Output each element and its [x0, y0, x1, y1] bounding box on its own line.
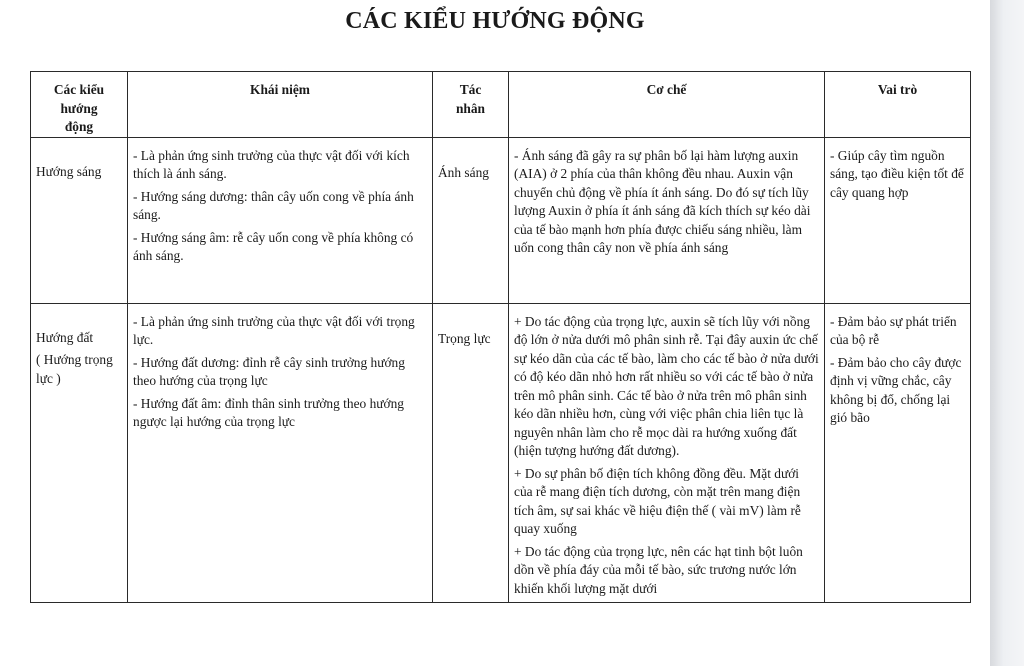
document-title: CÁC KIỂU HƯỚNG ĐỘNG [345, 8, 645, 34]
header-type: Các kiểu hướng động [31, 72, 128, 138]
table-row [31, 137, 971, 303]
role-line: - Đảm bảo cho cây được định vị vững chắc, cây không bị đổ, chống lại gió bão [830, 354, 962, 425]
role-line: - Giúp cây tìm nguồn sáng, tạo điều kiện tốt để cây quang hợp [830, 147, 964, 200]
mechanism-paragraph: + Do tác động của trọng lực, nên các hạt tinh bột luôn dồn về phía đáy của mỗi tế bào, sức trương nước lớn khiến khối lượng mặt dưới [514, 543, 803, 596]
cell-agent: Ánh sáng [433, 137, 509, 303]
cell-type [31, 137, 128, 303]
role-line: - Đảm bảo sự phát triển của bộ rễ [830, 313, 957, 347]
type-subname: ( Hướng trọng lực ) [36, 352, 113, 386]
header-concept: Khái niệm [128, 72, 433, 138]
concept-line: - Hướng đất dương: đỉnh rễ cây sinh trưởng hướng theo hướng của trọng lực [133, 354, 405, 388]
mechanism-paragraph: + Do sự phân bố điện tích không đồng đều. Mặt dưới của rễ mang điện tích dương, còn mặt trên mang điện tích âm, sự sai khác về hiệu điện thế ( vài mV) làm rễ quay xuống [514, 465, 801, 536]
cell-role [825, 137, 971, 303]
concept-line: - Là phản ứng sinh trưởng của thực vật đối với kích thích là ánh sáng. [133, 147, 410, 181]
cell-agent: Trọng lực [433, 303, 509, 603]
cell-concept [128, 137, 433, 303]
header-agent: Tác nhân [433, 72, 509, 138]
tropism-table [30, 71, 971, 603]
type-name: Hướng sáng [36, 163, 102, 179]
concept-line: - Hướng sáng âm: rễ cây uốn cong về phía không có ánh sáng. [133, 229, 414, 263]
header-mechanism: Cơ chế [509, 72, 825, 138]
header-role: Vai trò [825, 72, 971, 138]
cell-type [31, 303, 128, 603]
cell-mechanism [509, 137, 825, 303]
mechanism-paragraph: - Ánh sáng đã gây ra sự phân bố lại hàm lượng auxin (AIA) ở 2 phía của thân không đều nhau. Auxin vận chuyển chủ động về phía ít ánh sáng. Do đó sự tích lũy lượng Auxin ở phía ít ánh sáng đã kích thích sự kéo dài của tế bào mạnh hơn phía được chiếu sáng nhiều, làm uốn cong thân cây non về phía ánh sáng [514, 147, 811, 255]
page-edge-shadow [990, 0, 1024, 666]
concept-line: - Hướng sáng dương: thân cây uốn cong về phía ánh sáng. [133, 188, 414, 222]
table-header-row [31, 72, 971, 138]
cell-concept [128, 303, 433, 603]
table-row [31, 303, 971, 603]
mechanism-paragraph: + Do tác động của trọng lực, auxin sẽ tích lũy với nồng độ lớn ở nửa dưới mô phân sinh rễ. Tại đây auxin ức chế sự kéo dãn của các tế bào, làm cho các tế bào ở nửa dưới có độ kéo dãn nhỏ hơn rất nhiều so với các tế bào ở nửa trên mô phân sinh. Các tế bào ở nửa trên mô phân sinh kéo dãn nhiều hơn, cùng với việc phân chia liên tục là nguyên nhân làm cho rễ mọc dài ra hướng xuống đất (hiện tượng hướng đất dương). [514, 313, 819, 458]
cell-mechanism [509, 303, 825, 603]
concept-line: - Hướng đất âm: đỉnh thân sinh trưởng theo hướng ngược lại hướng của trọng lực [133, 395, 404, 429]
type-name: Hướng đất [36, 329, 94, 345]
cell-role [825, 303, 971, 603]
concept-line: - Là phản ứng sinh trưởng của thực vật đối với trọng lực. [133, 313, 415, 347]
